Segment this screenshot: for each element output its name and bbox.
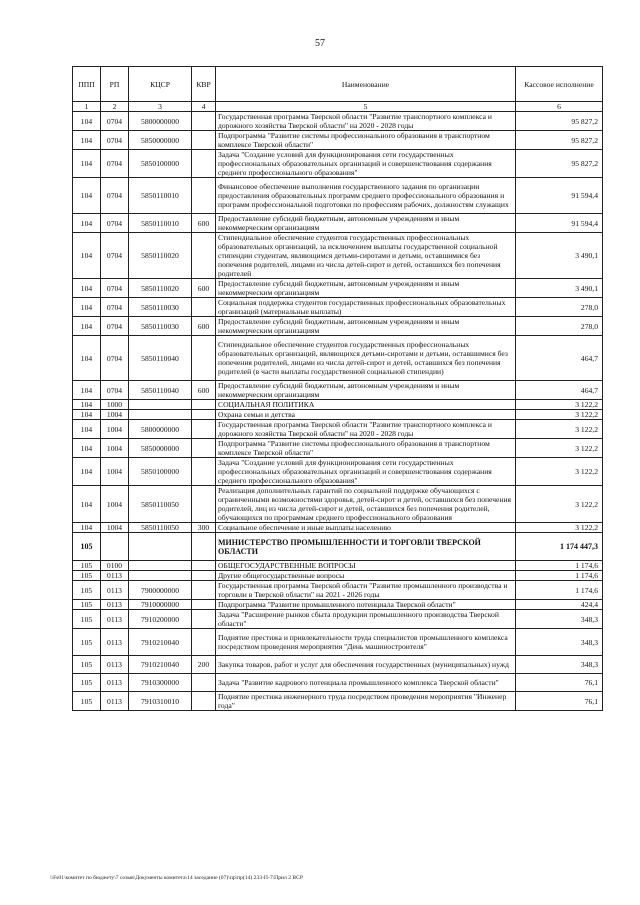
cell-rp: 1004: [101, 439, 129, 458]
cell-kcsr: 7910300000: [129, 674, 192, 692]
table-body: [73, 112, 603, 711]
table-row: [73, 317, 603, 336]
cell-kcsr: 7900000000: [129, 581, 192, 600]
cell-kvr: [192, 439, 216, 458]
cell-ppp: 105: [73, 561, 101, 571]
column-number: 3: [129, 102, 192, 112]
cell-ppp: 105: [73, 656, 101, 674]
table-row: [73, 150, 603, 178]
cell-amount: 1 174,6: [516, 581, 603, 600]
budget-execution-table: [72, 66, 603, 711]
page-number: 57: [315, 38, 325, 49]
cell-rp: 0113: [101, 581, 129, 600]
cell-name: Финансовое обеспечение выполнения государственного задания по организации предоставления образовательных программ среднего профессионального образования и программ профессиональной подготовки по профессиям рабочих, должностям служащих: [216, 178, 516, 214]
cell-name: Стипендиальное обеспечение студентов государственных профессиональных образовательных организаций, являющихся детьми-сиротами и детьми, оставшимися без попечения родителей, лицами из числа детей-сирот и детей, оставшихся без попечения родителей (в части выплаты государственной социальной стипендии): [216, 336, 516, 381]
cell-amount: 278,0: [516, 298, 603, 317]
header-rp: РП: [101, 67, 129, 102]
cell-kvr: [192, 600, 216, 610]
cell-rp: 0113: [101, 610, 129, 629]
cell-name: Охрана семьи и детства: [216, 410, 516, 420]
header-name: Наименование: [216, 67, 516, 102]
cell-amount: 95 827,2: [516, 112, 603, 131]
cell-ppp: 105: [73, 600, 101, 610]
cell-name: Государственная программа Тверской области "Развитие промышленного производства и торговли в Тверской области" на 2021 - 2026 годы: [216, 581, 516, 600]
cell-kcsr: [129, 561, 192, 571]
header-ppp: ППП: [73, 67, 101, 102]
table-row: [73, 279, 603, 298]
cell-kvr: [192, 533, 216, 561]
cell-kvr: [192, 692, 216, 711]
cell-rp: 0704: [101, 336, 129, 381]
table-row: [73, 112, 603, 131]
cell-rp: 1004: [101, 420, 129, 439]
cell-kvr: [192, 629, 216, 656]
cell-rp: 0704: [101, 150, 129, 178]
table-row: [73, 629, 603, 656]
cell-name: Предоставление субсидий бюджетным, автономным учреждениям и иным некоммерческим организациям: [216, 317, 516, 336]
cell-kcsr: 5850110020: [129, 279, 192, 298]
cell-ppp: 104: [73, 336, 101, 381]
table-row: [73, 458, 603, 486]
cell-amount: 95 827,2: [516, 131, 603, 150]
cell-ppp: 104: [73, 214, 101, 233]
cell-amount: 464,7: [516, 381, 603, 400]
cell-kcsr: 5850100000: [129, 458, 192, 486]
cell-rp: 0100: [101, 561, 129, 571]
table-row: [73, 298, 603, 317]
cell-ppp: 105: [73, 533, 101, 561]
cell-rp: 0704: [101, 112, 129, 131]
cell-amount: 3 122,2: [516, 400, 603, 410]
cell-rp: 1004: [101, 486, 129, 523]
cell-kcsr: [129, 400, 192, 410]
cell-ppp: 104: [73, 420, 101, 439]
cell-kvr: [192, 420, 216, 439]
cell-kvr: [192, 112, 216, 131]
cell-ppp: 105: [73, 692, 101, 711]
cell-name: Стипендиальное обеспечение студентов государственных профессиональных образовательных организаций, за исключением выплаты государственной социальной стипендии студентам, являющимся детьми-сиротами и детьми, оставшимися без попечения родителей, лицами из числа детей-сирот и детей, оставшихся без попечения родителей: [216, 233, 516, 279]
cell-amount: 3 122,2: [516, 486, 603, 523]
cell-ppp: 104: [73, 410, 101, 420]
cell-amount: 1 174,6: [516, 561, 603, 571]
cell-ppp: 104: [73, 486, 101, 523]
cell-kvr: [192, 178, 216, 214]
cell-ppp: 104: [73, 178, 101, 214]
cell-rp: 1004: [101, 458, 129, 486]
cell-kvr: 600: [192, 214, 216, 233]
cell-ppp: 104: [73, 150, 101, 178]
cell-kvr: 600: [192, 317, 216, 336]
cell-kcsr: 5850110050: [129, 523, 192, 533]
cell-amount: 3 122,2: [516, 420, 603, 439]
cell-kvr: [192, 233, 216, 279]
cell-name: Реализация дополнительных гарантий по социальной поддержке обучающихся с ограниченными возможностями здоровья, детей-сирот и детей, оставшихся без попечения родителей, лиц из числа детей-сирот и детей, оставшихся без попечения родителей, обучающихся по программам среднего профессионального образования: [216, 486, 516, 523]
cell-name: Поднятие престижа инженерного труда посредством проведения мероприятия "Инженер года": [216, 692, 516, 711]
column-number-row: [73, 102, 603, 112]
cell-name: Предоставление субсидий бюджетным, автономным учреждениям и иным некоммерческим организациям: [216, 381, 516, 400]
column-number: 1: [73, 102, 101, 112]
cell-name: Другие общегосударственные вопросы: [216, 571, 516, 581]
cell-name: МИНИСТЕРСТВО ПРОМЫШЛЕННОСТИ И ТОРГОВЛИ ТВЕРСКОЙ ОБЛАСТИ: [216, 533, 516, 561]
cell-kcsr: [129, 410, 192, 420]
cell-amount: 348,3: [516, 610, 603, 629]
cell-amount: 3 122,2: [516, 523, 603, 533]
cell-rp: 0704: [101, 317, 129, 336]
cell-name: Предоставление субсидий бюджетным, автономным учреждениям и иным некоммерческим организациям: [216, 214, 516, 233]
cell-kvr: 600: [192, 381, 216, 400]
cell-rp: 0113: [101, 629, 129, 656]
cell-ppp: 104: [73, 317, 101, 336]
cell-amount: 424,4: [516, 600, 603, 610]
table-row: [73, 420, 603, 439]
cell-amount: 348,3: [516, 629, 603, 656]
cell-kcsr: 7910210040: [129, 629, 192, 656]
cell-amount: 348,3: [516, 656, 603, 674]
cell-rp: 0704: [101, 178, 129, 214]
cell-rp: 0113: [101, 656, 129, 674]
cell-rp: 0704: [101, 298, 129, 317]
cell-name: Государственная программа Тверской области "Развитие транспортного комплекса и дорожного хозяйства Тверской области" на 2020 - 2028 годы: [216, 420, 516, 439]
cell-name: Закупка товаров, работ и услуг для обеспечения государственных (муниципальных) нужд: [216, 656, 516, 674]
cell-kvr: [192, 610, 216, 629]
column-number: 2: [101, 102, 129, 112]
cell-kvr: [192, 410, 216, 420]
cell-name: Задача "Создание условий для функционирования сети государственных профессиональных образовательных организаций и совершенствования содержания среднего профессионального образования": [216, 150, 516, 178]
cell-ppp: 105: [73, 581, 101, 600]
cell-kcsr: 5850110040: [129, 336, 192, 381]
cell-amount: 3 122,2: [516, 458, 603, 486]
cell-rp: 1004: [101, 523, 129, 533]
table-row: [73, 439, 603, 458]
cell-kcsr: 7910000000: [129, 600, 192, 610]
table-row: [73, 674, 603, 692]
cell-amount: 278,0: [516, 317, 603, 336]
cell-rp: 0704: [101, 381, 129, 400]
column-number: 4: [192, 102, 216, 112]
cell-kvr: [192, 581, 216, 600]
cell-ppp: 105: [73, 610, 101, 629]
cell-amount: 1 174 447,3: [516, 533, 603, 561]
cell-ppp: 104: [73, 112, 101, 131]
table-row: [73, 400, 603, 410]
cell-kcsr: 5850110040: [129, 381, 192, 400]
cell-kvr: [192, 400, 216, 410]
cell-ppp: 104: [73, 279, 101, 298]
cell-kvr: [192, 150, 216, 178]
cell-rp: [101, 533, 129, 561]
cell-name: Задача "Создание условий для функционирования сети государственных профессиональных образовательных организаций и совершенствования содержания среднего профессионального образования": [216, 458, 516, 486]
cell-ppp: 105: [73, 629, 101, 656]
cell-kcsr: 5850110010: [129, 214, 192, 233]
cell-kcsr: 5850110010: [129, 178, 192, 214]
table-row: [73, 178, 603, 214]
cell-ppp: 104: [73, 400, 101, 410]
cell-name: Социальное обеспечение и иные выплаты населению: [216, 523, 516, 533]
cell-ppp: 104: [73, 523, 101, 533]
header-row: [73, 67, 603, 102]
cell-name: Государственная программа Тверской области "Развитие транспортного комплекса и дорожного хозяйства Тверской области" на 2020 - 2028 годы: [216, 112, 516, 131]
cell-kvr: [192, 131, 216, 150]
cell-kvr: 300: [192, 523, 216, 533]
column-number: 5: [216, 102, 516, 112]
table-row: [73, 571, 603, 581]
column-number: 6: [516, 102, 603, 112]
cell-kvr: [192, 458, 216, 486]
cell-name: Подпрограмма "Развитие системы профессионального образования в транспортном комплексе Тверской области": [216, 439, 516, 458]
cell-name: Подпрограмма "Развитие системы профессионального образования в транспортном комплексе Тверской области": [216, 131, 516, 150]
cell-kcsr: 5800000000: [129, 420, 192, 439]
cell-rp: 1000: [101, 400, 129, 410]
cell-name: Поднятие престижа и привлекательности труда специалистов промышленного комплекса посредством проведения мероприятия "День машиностроителя": [216, 629, 516, 656]
cell-kvr: [192, 336, 216, 381]
cell-amount: 1 174,6: [516, 571, 603, 581]
cell-kcsr: [129, 571, 192, 581]
cell-kcsr: 5800000000: [129, 112, 192, 131]
table-row: [73, 610, 603, 629]
cell-amount: 91 594,4: [516, 214, 603, 233]
table-row: [73, 692, 603, 711]
table-row: [73, 561, 603, 571]
header-amount: Кассовое исполнение: [516, 67, 603, 102]
cell-kcsr: 5850110030: [129, 317, 192, 336]
header-kcsr: КЦСР: [129, 67, 192, 102]
cell-amount: 91 594,4: [516, 178, 603, 214]
cell-amount: 3 490,1: [516, 279, 603, 298]
cell-amount: 95 827,2: [516, 150, 603, 178]
cell-rp: 1004: [101, 410, 129, 420]
cell-kvr: [192, 571, 216, 581]
cell-amount: 464,7: [516, 336, 603, 381]
cell-ppp: 104: [73, 439, 101, 458]
cell-kvr: 600: [192, 279, 216, 298]
table-row: [73, 486, 603, 523]
table-row: [73, 410, 603, 420]
cell-ppp: 104: [73, 131, 101, 150]
cell-ppp: 105: [73, 571, 101, 581]
cell-kvr: [192, 298, 216, 317]
cell-ppp: 104: [73, 233, 101, 279]
cell-rp: 0704: [101, 214, 129, 233]
cell-amount: 76,1: [516, 692, 603, 711]
table-row: [73, 214, 603, 233]
cell-kcsr: 5850110030: [129, 298, 192, 317]
cell-kvr: [192, 674, 216, 692]
cell-amount: 3 490,1: [516, 233, 603, 279]
cell-kcsr: 7910200000: [129, 610, 192, 629]
footer-file-path: \\Fs01\комитет по бюджету\7 созыв\Документы комитета\14 заседание (07)\пр\пр(14) 233-П-7\Прил 2 ВСР: [50, 875, 303, 881]
table-row: [73, 581, 603, 600]
cell-name: Социальная поддержка студентов государственных профессиональных образовательных организаций (материальные выплаты): [216, 298, 516, 317]
cell-rp: 0704: [101, 233, 129, 279]
cell-ppp: 104: [73, 458, 101, 486]
cell-kvr: 200: [192, 656, 216, 674]
cell-amount: 76,1: [516, 674, 603, 692]
cell-kcsr: 5850110020: [129, 233, 192, 279]
table-row: [73, 336, 603, 381]
cell-rp: 0113: [101, 674, 129, 692]
cell-kcsr: 7910310010: [129, 692, 192, 711]
table-row: [73, 381, 603, 400]
cell-kcsr: 5850110050: [129, 486, 192, 523]
cell-kvr: [192, 486, 216, 523]
cell-ppp: 104: [73, 298, 101, 317]
cell-rp: 0113: [101, 692, 129, 711]
table-row: [73, 131, 603, 150]
cell-rp: 0704: [101, 131, 129, 150]
cell-amount: 3 122,2: [516, 410, 603, 420]
cell-rp: 0113: [101, 600, 129, 610]
table-row: [73, 233, 603, 279]
cell-name: Задача "Развитие кадрового потенциала промышленного комплекса Тверской области": [216, 674, 516, 692]
cell-name: Задача "Расширение рынков сбыта продукции промышленного производства Тверской области": [216, 610, 516, 629]
table-row: [73, 533, 603, 561]
cell-name: Подпрограмма "Развитие промышленного потенциала Тверской области": [216, 600, 516, 610]
table-row: [73, 523, 603, 533]
cell-kcsr: 5850000000: [129, 439, 192, 458]
table-row: [73, 600, 603, 610]
cell-name: СОЦИАЛЬНАЯ ПОЛИТИКА: [216, 400, 516, 410]
cell-ppp: 105: [73, 674, 101, 692]
cell-kcsr: 5850100000: [129, 150, 192, 178]
cell-rp: 0113: [101, 571, 129, 581]
cell-rp: 0704: [101, 279, 129, 298]
cell-kcsr: 7910210040: [129, 656, 192, 674]
cell-name: ОБЩЕГОСУДАРСТВЕННЫЕ ВОПРОСЫ: [216, 561, 516, 571]
cell-amount: 3 122,2: [516, 439, 603, 458]
cell-kcsr: 5850000000: [129, 131, 192, 150]
cell-kvr: [192, 561, 216, 571]
cell-kcsr: [129, 533, 192, 561]
header-kvr: КВР: [192, 67, 216, 102]
cell-ppp: 104: [73, 381, 101, 400]
cell-name: Предоставление субсидий бюджетным, автономным учреждениям и иным некоммерческим организациям: [216, 279, 516, 298]
table-row: [73, 656, 603, 674]
